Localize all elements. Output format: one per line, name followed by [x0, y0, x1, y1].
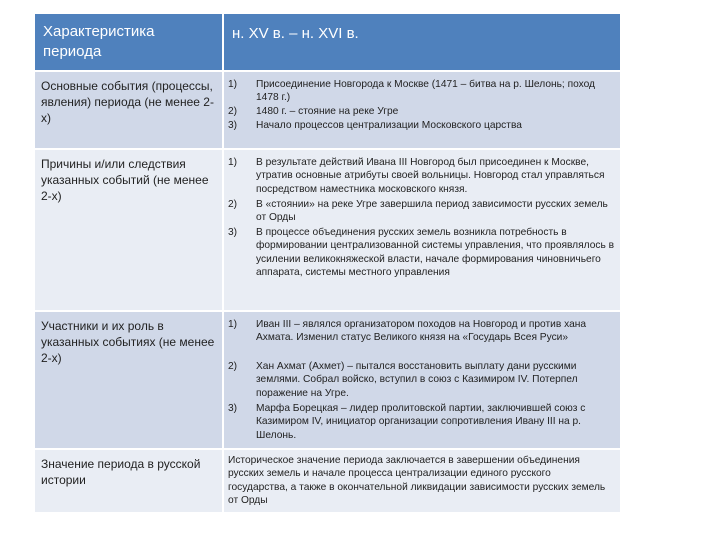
header-period: н. XV в. – н. XVI в.	[224, 14, 620, 70]
row-content	[224, 72, 620, 148]
table-row	[35, 72, 620, 148]
table-header	[35, 14, 620, 70]
item-number: 2)	[228, 106, 238, 117]
item-number: 1)	[228, 157, 238, 168]
item-text: В процессе объединения русских земель возникла потребность в формировании централизованной системы управления, что проявлялось в усилении великокняжеской власти, начале формирования чиновничьего аппарата, системы местного управления	[256, 227, 615, 279]
item-text: Хан Ахмат (Ахмет) – пытался восстановить выплату дани русскими землями. Собрал войско, вступил в союз с Казимиром IV. Потерпел поражение на Угре.	[256, 361, 578, 399]
item-text: Присоединение Новгорода к Москве (1471 – битва на р. Шелонь; поход 1478 г.)	[256, 79, 596, 104]
row-label: Основные события (процессы, явления) периода (не менее 2-х)	[41, 79, 214, 125]
column-divider	[222, 14, 224, 512]
item-number: 3)	[228, 227, 238, 238]
row-label: Участники и их роль в указанных событиях (не менее 2-х)	[41, 319, 215, 365]
item-text: 1480 г. – стояние на реке Угре	[256, 106, 399, 117]
table-row	[35, 450, 620, 512]
significance-text: Историческое значение периода заключается в завершении объединения русских земель и начале процесса централизации единого русского государства, а также в окончательной ликвидации зависимости русских земель от Орды	[228, 455, 606, 507]
item-number: 2)	[228, 199, 238, 210]
item-text: В «стоянии» на реке Угре завершила период зависимости русских земель от Орды	[256, 199, 608, 224]
table-row	[35, 150, 620, 310]
row-content	[224, 312, 620, 448]
row-content	[224, 150, 620, 310]
item-text: В результате действий Ивана III Новгород был присоединен к Москве, утратив основные атрибуты своей вольницы. Новгород стал управляться посредством наместника московского князя.	[256, 157, 605, 195]
row-label: Значение периода в русской истории	[41, 457, 201, 487]
item-number: 2)	[228, 361, 238, 372]
item-text: Иван III – являлся организатором походов на Новгород и против хана Ахмата. Изменил статус Великого князя на «Государь Всея Руси»	[256, 319, 587, 344]
item-number: 3)	[228, 120, 238, 131]
item-text: Марфа Борецкая – лидер пролитовской партии, заключившей союз с Казимиром IV, инициатор организации сопротивления Ивану III на р. Шелонь.	[256, 403, 586, 441]
item-number: 1)	[228, 79, 238, 90]
header-characteristic: Характеристика периода	[35, 14, 222, 70]
item-number: 3)	[228, 403, 238, 414]
row-label: Причины и/или следствия указанных событий (не менее 2-х)	[41, 157, 209, 203]
item-number: 1)	[228, 319, 238, 330]
item-text: Начало процессов централизации Московского царства	[256, 120, 522, 131]
row-content	[224, 450, 620, 512]
table-row	[35, 312, 620, 448]
